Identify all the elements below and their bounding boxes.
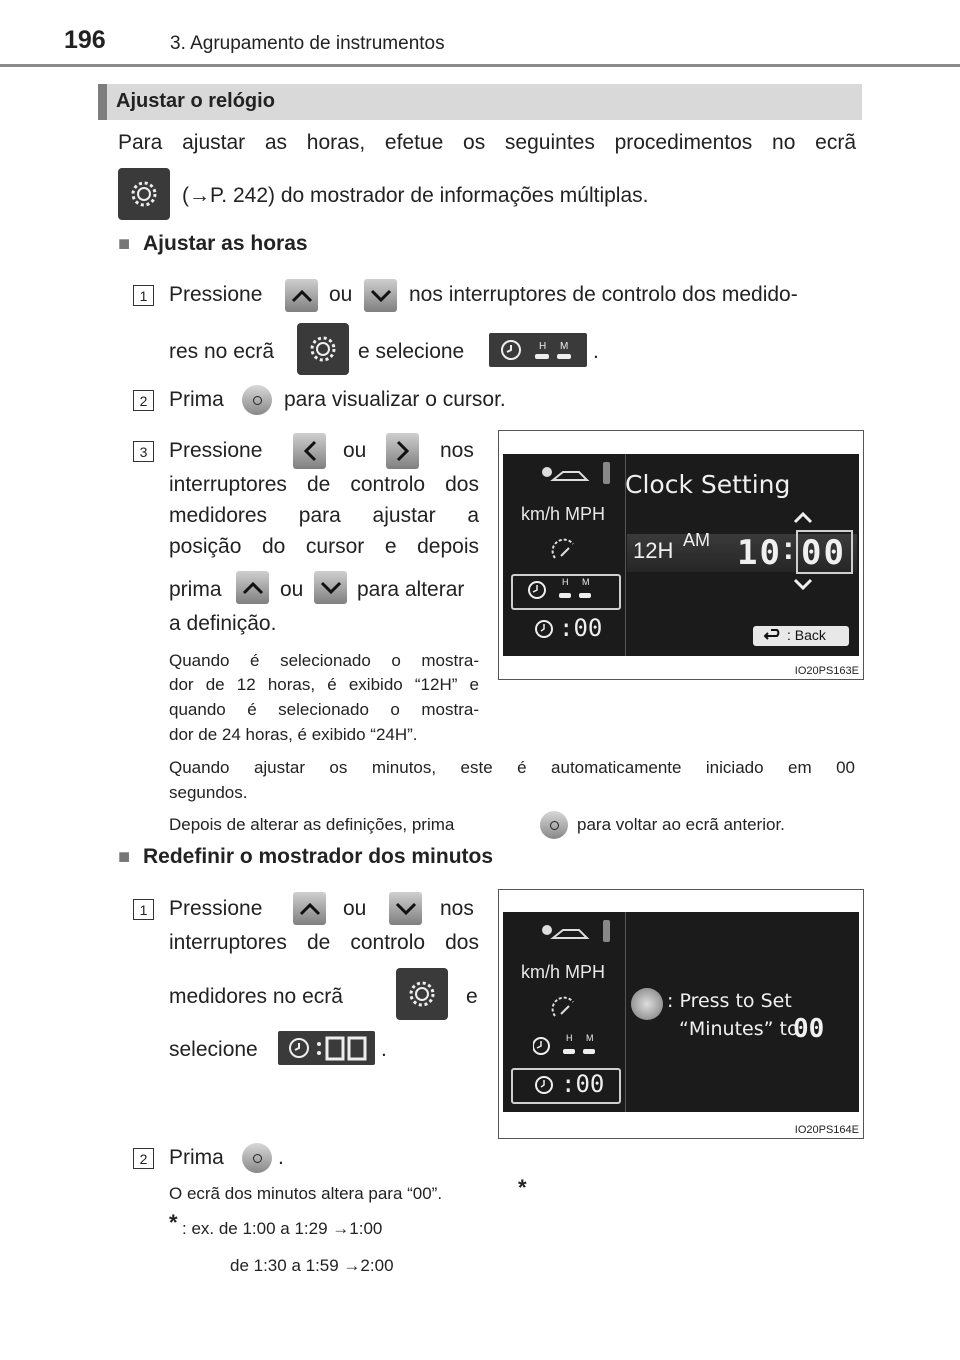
figure-minute-reset xyxy=(498,889,864,1139)
left-panel xyxy=(503,912,623,1112)
step-text: a definição. xyxy=(169,612,277,635)
note-text: para voltar ao ecrã anterior. xyxy=(577,815,785,834)
step-text: Pressione xyxy=(169,439,263,462)
step-text: posição do cursor e depois xyxy=(169,535,479,558)
step-text: Prima xyxy=(169,388,224,411)
bullet-square-icon: ■ xyxy=(118,233,131,255)
h-label: H xyxy=(562,577,569,587)
step-text: e selecione xyxy=(358,340,465,363)
step-number: 2 xyxy=(133,1148,154,1169)
step-text: ou xyxy=(343,897,367,920)
step-text: medidores para ajustar a xyxy=(169,504,479,527)
minutes-readout: 00 xyxy=(801,533,846,573)
step-text: prima xyxy=(169,578,222,601)
svg-text:H: H xyxy=(539,341,547,352)
svg-text:M: M xyxy=(560,341,569,352)
footnote-marker: * xyxy=(169,1210,178,1235)
step-text: selecione xyxy=(169,1038,258,1061)
down-button-icon xyxy=(389,892,422,925)
step-text: medidores no ecrã xyxy=(169,985,343,1008)
step-text: e xyxy=(466,985,478,1008)
note-text: Quando ajustar os minutos, este é automaticamente iniciado em 00 xyxy=(169,758,855,777)
settings-gear-icon xyxy=(118,168,170,220)
down-button-icon xyxy=(364,279,397,312)
target-digits: 00 xyxy=(793,1014,825,1044)
m-label: M xyxy=(582,577,590,587)
step-number: 1 xyxy=(133,285,154,306)
intro-line-2: (→P. 242) do mostrador de informações múltiplas. xyxy=(182,184,649,207)
left-panel xyxy=(503,454,623,656)
subsection-title-2: Redefinir o mostrador dos minutos xyxy=(143,845,494,868)
selected-minute-item xyxy=(511,1068,621,1104)
step-number: 1 xyxy=(133,899,154,920)
back-button-icon xyxy=(540,811,568,839)
minute-reset-readout: :00 xyxy=(559,614,603,642)
note-text: dor de 12 horas, é exibido “12H” e xyxy=(169,675,479,694)
figure-code: IO20PS163E xyxy=(794,665,859,677)
display-screen: km/h MPH H M :00 Clock Setting 12H AM 10 : 00 : Back xyxy=(503,454,859,656)
note-text: quando é selecionado o mostra- xyxy=(169,700,479,719)
note-text: Depois de alterar as definições, prima xyxy=(169,815,455,834)
enter-button-icon xyxy=(242,385,272,415)
enter-button-icon xyxy=(242,1143,272,1173)
h-label: H xyxy=(566,1033,573,1043)
step-number: 2 xyxy=(133,390,154,411)
step-text: para alterar xyxy=(357,578,465,601)
step-text: nos xyxy=(440,439,474,462)
enter-knob-icon xyxy=(631,988,663,1020)
up-button-icon xyxy=(236,571,269,604)
note-text: segundos. xyxy=(169,783,248,802)
step-text: . xyxy=(278,1146,284,1169)
minute-reset-icon xyxy=(278,1031,375,1065)
bullet-square-icon: ■ xyxy=(118,846,131,868)
m-label: M xyxy=(586,1033,594,1043)
page-number: 196 xyxy=(64,26,106,54)
up-button-icon xyxy=(285,279,318,312)
minute-reset-readout: :00 xyxy=(561,1070,605,1098)
speed-units: km/h MPH xyxy=(520,962,605,982)
settings-gear-icon xyxy=(396,968,448,1020)
step-text: Pressione xyxy=(169,283,263,306)
speed-units: km/h MPH xyxy=(520,504,605,524)
section-title: Ajustar o relógio xyxy=(116,90,275,112)
press-to-set-label: : Press to Set xyxy=(667,990,792,1012)
ampm-label: AM xyxy=(683,530,710,550)
back-label: : Back xyxy=(787,627,826,643)
selected-hm-item xyxy=(511,574,621,610)
mode-label: 12H xyxy=(633,538,674,563)
right-button-icon xyxy=(386,433,419,469)
scroll-indicator xyxy=(603,462,610,484)
settings-gear-icon xyxy=(297,323,349,375)
figure-code: IO20PS164E xyxy=(794,1124,859,1136)
step-text: res no ecrã xyxy=(169,340,275,363)
step-text: ou xyxy=(329,283,353,306)
note-text: dor de 24 horas, é exibido “24H”. xyxy=(169,725,418,744)
step-text: Prima xyxy=(169,1146,224,1169)
footnote-line-1: : ex. de 1:00 a 1:29 →1:00 xyxy=(182,1219,383,1238)
step-text: interruptores de controlo dos xyxy=(169,473,479,496)
step-text: Pressione xyxy=(169,897,263,920)
note-text: O ecrã dos minutos altera para “00”. xyxy=(169,1184,443,1203)
step-text: ou xyxy=(280,578,304,601)
step-text: . xyxy=(593,340,599,363)
down-button-icon xyxy=(314,571,347,604)
left-button-icon xyxy=(293,433,326,469)
step-number: 3 xyxy=(133,441,154,462)
up-button-icon xyxy=(293,892,326,925)
display-screen xyxy=(503,912,859,1112)
step-text: nos interruptores de controlo dos medido- xyxy=(409,283,798,306)
hm-item xyxy=(533,1032,613,1064)
step-text: . xyxy=(381,1038,387,1061)
chapter-title: 3. Agrupamento de instrumentos xyxy=(170,33,445,54)
step-text: ou xyxy=(343,439,367,462)
subsection-title-1: Ajustar as horas xyxy=(143,232,308,255)
back-button xyxy=(753,626,849,646)
note-text: Quando é selecionado o mostra- xyxy=(169,651,479,670)
clock-setting-title: Clock Setting xyxy=(625,470,791,499)
step-text: nos xyxy=(440,897,474,920)
header-divider xyxy=(0,64,960,67)
clock-hm-icon xyxy=(489,333,587,367)
footnote-line-2: de 1:30 a 1:59 →2:00 xyxy=(230,1256,394,1275)
scroll-indicator xyxy=(603,920,610,942)
footnote-marker: * xyxy=(518,1175,527,1200)
minutes-to-label: “Minutes” to xyxy=(679,1018,799,1040)
hours-readout: 10 xyxy=(737,533,782,573)
figure-clock-setting xyxy=(498,430,864,680)
step-text: para visualizar o cursor. xyxy=(284,388,506,411)
step-text: interruptores de controlo dos xyxy=(169,931,479,954)
intro-line-1: Para ajustar as horas, efetue os seguintes procedimentos no ecrã xyxy=(118,131,856,154)
